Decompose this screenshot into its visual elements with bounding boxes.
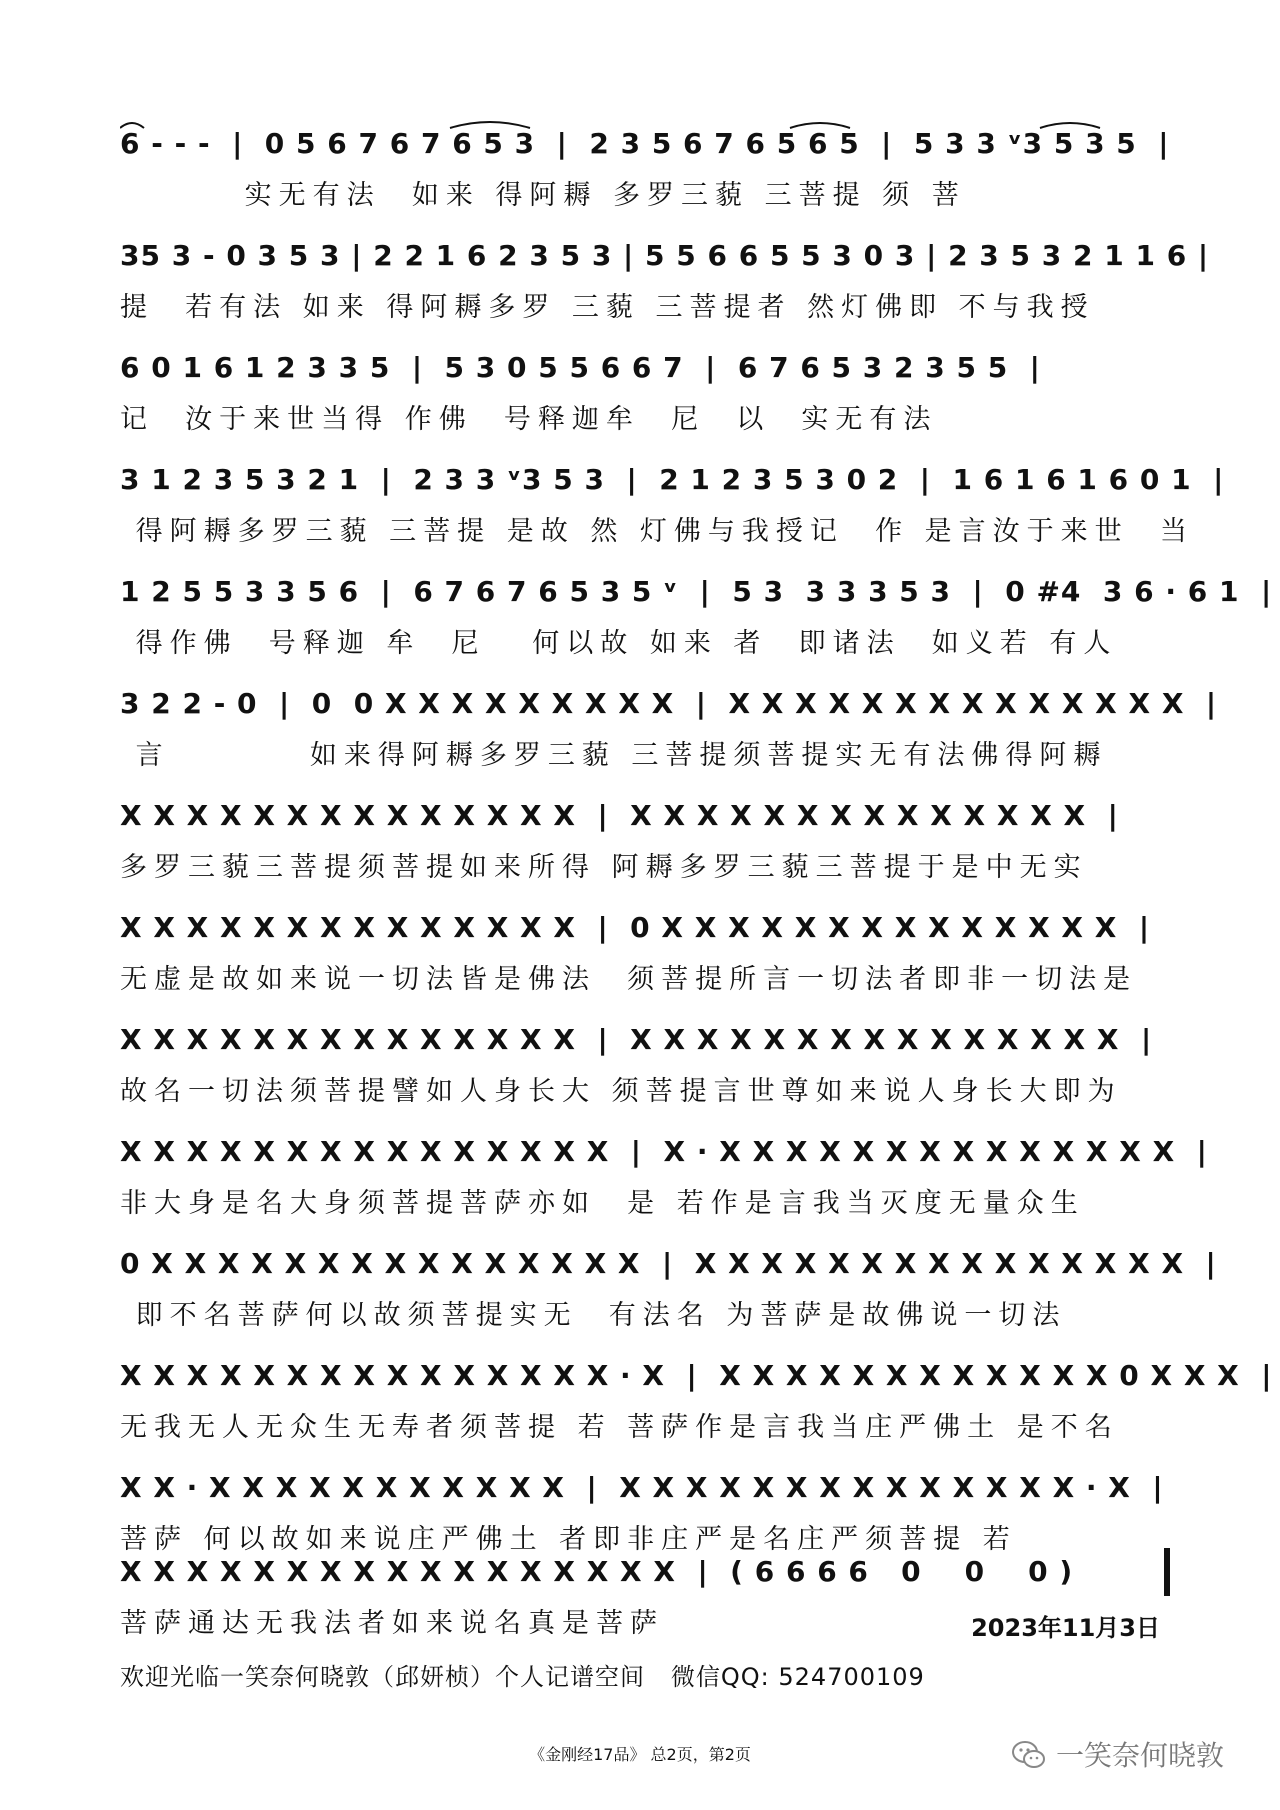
score-system-1 [120, 120, 1170, 230]
score-system-11 [120, 1240, 1217, 1350]
score-system-2 [120, 232, 1210, 342]
notation-line: 3 1 2 3 5 3 2 1 | 2 3 3 ᵛ3 5 3 | 2 1 2 3 5 3 0 2 | 1 6 1 6 1 6 0 1 | [120, 463, 1225, 496]
notation-line: 6 0 1 6 1 2 3 3 5 | 5 3 0 5 5 6 6 7 | 6 7 6 5 3 2 3 5 5 | [120, 351, 1041, 384]
notation-line: 3 2 2 - 0 | 0 0 X X X X X X X X X | X X X X X X X X X X X X X X | [120, 687, 1218, 720]
notation-line: X X X X X X X X X X X X X X | X X X X X X X X X X X X X X X | [120, 1023, 1153, 1056]
lyrics-line: 即不名菩萨何以故须菩提实无 有法名 为菩萨是故佛说一切法 [120, 1300, 1067, 1331]
notation-line: 6 - - - | 0 5 6 7 6 7 6 5 3 | 2 3 5 6 7 6 5 6 5 | 5 3 3 ᵛ3 5 3 5 | [120, 127, 1170, 160]
lyrics-line: 得作佛 号释迦 牟 尼 何以故 如来 者 即诸法 如义若 有人 [120, 628, 1118, 659]
score-system-10 [120, 1128, 1208, 1238]
notation-line: X X X X X X X X X X X X X X | X X X X X X X X X X X X X X | [120, 799, 1119, 832]
slur-marks [120, 116, 1170, 132]
notation-line: X X X X X X X X X X X X X X X · X | X X X X X X X X X X X X 0 X X X | [120, 1359, 1273, 1392]
notation-line: X X X X X X X X X X X X X X | 0 X X X X X X X X X X X X X X | [120, 911, 1151, 944]
notation-line: X X X X X X X X X X X X X X X | X · X X X X X X X X X X X X X X | [120, 1135, 1208, 1168]
notation-line: 35 3 - 0 3 5 3 | 2 2 1 6 2 3 5 3 | 5 5 6 6 5 5 3 0 3 | 2 3 5 3 2 1 1 6 | [120, 239, 1210, 272]
lyrics-line: 菩萨通达无我法者如来说名真是菩萨 [120, 1608, 664, 1639]
welcome-text: 欢迎光临一笑奈何晓敦（邱妍桢）个人记谱空间 微信QQ: 524700109 [120, 1663, 925, 1691]
lyrics-line: 提 若有法 如来 得阿耨多罗 三藐 三菩提者 然灯佛即 不与我授 [120, 292, 1095, 323]
notation-line: 1 2 5 5 3 3 5 6 | 6 7 6 7 6 5 3 5 ᵛ | 5 3 3 3 3 5 3 | 0 #4 3 6 · 6 1 | [120, 575, 1273, 608]
score-date: 2023年11月3日 [971, 1614, 1160, 1642]
lyrics-line: 得阿耨多罗三藐 三菩提 是故 然 灯佛与我授记 作 是言汝于来世 当 [120, 516, 1194, 547]
score-system-3 [120, 344, 1170, 454]
lyrics-line: 故名一切法须菩提譬如人身长大 须菩提言世尊如来说人身长大即为 [120, 1076, 1122, 1107]
notation-line: X X · X X X X X X X X X X X | X X X X X X X X X X X X X X · X | [120, 1471, 1164, 1504]
page-footer: 《金刚经17品》 总2页，第2页 [529, 1745, 751, 1764]
notation-line: 0 X X X X X X X X X X X X X X X | X X X X X X X X X X X X X X X | [120, 1247, 1217, 1280]
final-barline [1164, 1548, 1170, 1596]
lyrics-line: 多罗三藐三菩提须菩提如来所得 阿耨多罗三藐三菩提于是中无实 [120, 852, 1088, 883]
watermark [1012, 1736, 1274, 1776]
score-system-9 [120, 1016, 1170, 1126]
lyrics-line: 实无有法 如来 得阿耨 多罗三藐 三菩提 须 菩 [120, 180, 966, 211]
score-system-5 [120, 568, 1273, 678]
score-system-7 [120, 792, 1170, 902]
lyrics-line: 无我无人无众生无寿者须菩提 若 菩萨作是言我当庄严佛土 是不名 [120, 1412, 1119, 1443]
wechat-icon [1012, 1740, 1046, 1770]
score-system-8 [120, 904, 1170, 1014]
score-system-12 [120, 1352, 1273, 1462]
lyrics-line: 非大身是名大身须菩提菩萨亦如 是 若作是言我当灭度无量众生 [120, 1188, 1085, 1219]
score-system-4 [120, 456, 1225, 566]
watermark-text: 一笑奈何晓敦 [1056, 1739, 1225, 1772]
score-system-6 [120, 680, 1218, 790]
lyrics-line: 言 如来得阿耨多罗三藐 三菩提须菩提实无有法佛得阿耨 [120, 740, 1108, 771]
lyrics-line: 无虚是故如来说一切法皆是佛法 须菩提所言一切法者即非一切法是 [120, 964, 1138, 995]
lyrics-line: 记 汝于来世当得 作佛 号释迦牟 尼 以 实无有法 [120, 404, 938, 435]
lyrics-line: 菩萨 何以故如来说庄严佛土 者即非庄严是名庄严须菩提 若 [120, 1524, 1017, 1555]
notation-line: X X X X X X X X X X X X X X X X X | ( 6 6 6 6 0 0 0 ) [120, 1555, 1074, 1588]
